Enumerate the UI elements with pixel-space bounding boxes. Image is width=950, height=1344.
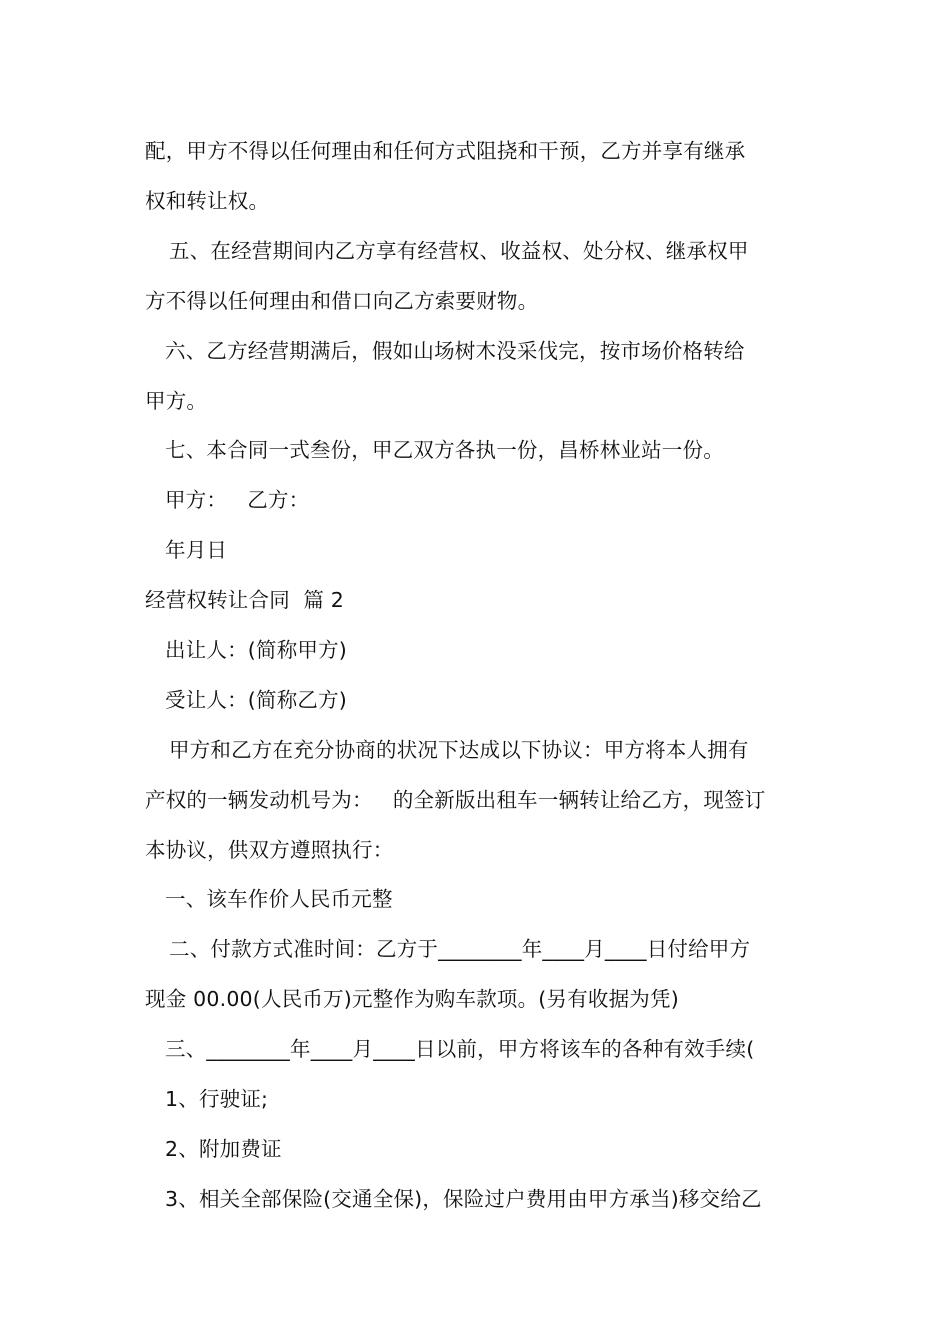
signature-line: 甲方： 乙方： <box>165 488 310 512</box>
text-line: 现金 00.00(人民币万)元整作为购车款项。(另有收据为凭) <box>145 987 679 1011</box>
text-line: 一、该车作价人民币元整 <box>165 887 393 911</box>
text-line: 甲方。 <box>145 389 208 413</box>
text-line: 三、________年____月____日以前，甲方将该车的各种有效手续( <box>165 1037 755 1061</box>
date-line: 年月日 <box>165 538 228 562</box>
text-line: 产权的一辆发动机号为： 的全新版出租车一辆转让给乙方，现签订 <box>145 788 766 812</box>
text-line: 六、乙方经营期满后，假如山场树木没采伐完，按市场价格转给 <box>165 339 745 363</box>
list-item: 2、附加费证 <box>165 1137 282 1161</box>
text-line: 权和转让权。 <box>145 189 270 213</box>
list-item: 1、行驶证; <box>165 1087 269 1111</box>
text-line: 配，甲方不得以任何理由和任何方式阻挠和干预，乙方并享有继承 <box>145 139 746 163</box>
text-line: 出让人：(简称甲方) <box>165 638 347 662</box>
list-item: 3、相关全部保险(交通全保)，保险过户费用由甲方承当)移交给乙 <box>165 1187 762 1211</box>
text-line: 本协议，供双方遵照执行： <box>145 838 394 862</box>
text-line: 甲方和乙方在充分协商的状况下达成以下协议：甲方将本人拥有 <box>169 738 749 762</box>
text-line: 五、在经营期间内乙方享有经营权、收益权、处分权、继承权甲 <box>169 239 749 263</box>
text-line: 七、本合同一式叁份，甲乙双方各执一份，昌桥林业站一份。 <box>165 438 724 462</box>
text-line: 方不得以任何理由和借口向乙方索要财物。 <box>145 289 539 313</box>
section-title: 经营权转让合同 篇 2 <box>145 588 344 612</box>
text-line: 二、付款方式准时间：乙方于________年____月____日付给甲方 <box>169 937 751 961</box>
text-line: 受让人：(简称乙方) <box>165 688 347 712</box>
